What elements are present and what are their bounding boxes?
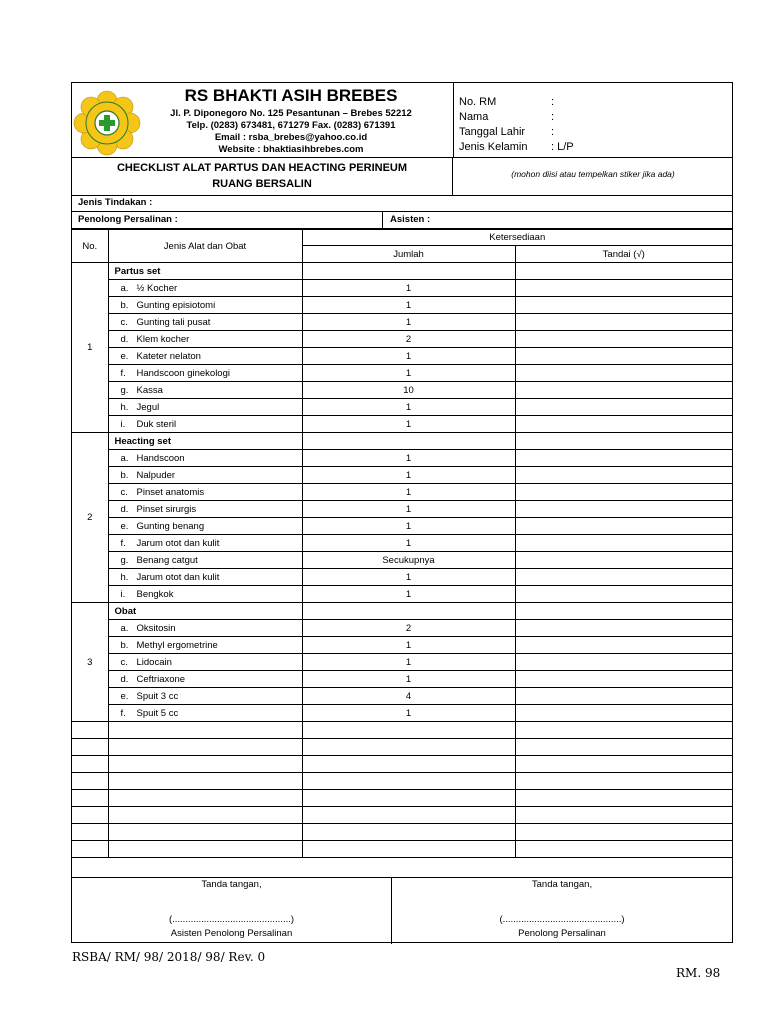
item-name: Methyl ergometrine <box>136 639 218 651</box>
table-row-group-title <box>72 263 732 280</box>
check-cell[interactable] <box>515 501 732 518</box>
qty-cell: 10 <box>302 382 515 399</box>
check-cell[interactable] <box>515 603 732 620</box>
item-letter: b. <box>120 299 129 311</box>
qty-cell: 1 <box>302 280 515 297</box>
item-name-cell <box>108 467 302 484</box>
item-name-cell <box>108 416 302 433</box>
item-letter: a. <box>120 282 129 294</box>
table-row <box>72 518 732 535</box>
item-name-cell <box>108 348 302 365</box>
blank-cell[interactable] <box>108 756 302 773</box>
item-name: Gunting benang <box>136 520 205 532</box>
blank-cell[interactable] <box>72 739 108 756</box>
item-name: Gunting episiotomi <box>136 299 216 311</box>
check-cell[interactable] <box>515 297 732 314</box>
item-name-cell <box>108 450 302 467</box>
check-cell[interactable] <box>515 416 732 433</box>
item-name: Ceftriaxone <box>136 673 186 685</box>
blank-cell[interactable] <box>515 807 732 824</box>
blank-cell[interactable] <box>302 824 515 841</box>
qty-cell: 1 <box>302 484 515 501</box>
qty-cell: 1 <box>302 501 515 518</box>
table-row <box>72 637 732 654</box>
check-cell[interactable] <box>515 331 732 348</box>
item-name-cell <box>108 671 302 688</box>
blank-cell[interactable] <box>108 807 302 824</box>
qty-cell: 4 <box>302 688 515 705</box>
blank-cell[interactable] <box>515 841 732 858</box>
patient-identity <box>459 95 574 155</box>
blank-cell[interactable] <box>108 773 302 790</box>
qty-cell: Secukupnya <box>302 552 515 569</box>
item-letter: c. <box>120 656 128 668</box>
item-letter: b. <box>120 469 129 481</box>
group-number: 3 <box>72 603 108 722</box>
patient-field-name: Nama : <box>459 111 555 123</box>
qty-cell: 1 <box>302 365 515 382</box>
check-cell[interactable] <box>515 365 732 382</box>
qty-cell <box>302 433 515 450</box>
item-letter: b. <box>120 639 129 651</box>
item-name: Spuit 5 cc <box>136 707 179 719</box>
blank-cell[interactable] <box>302 790 515 807</box>
qty-cell: 1 <box>302 297 515 314</box>
blank-row <box>72 773 732 790</box>
table-row <box>72 705 732 722</box>
col-name-header: Jenis Alat dan Obat <box>108 230 302 263</box>
item-letter: h. <box>120 571 129 583</box>
item-name-cell <box>108 280 302 297</box>
qty-cell: 1 <box>302 399 515 416</box>
table-row <box>72 416 732 433</box>
item-name-cell <box>108 569 302 586</box>
check-cell[interactable] <box>515 518 732 535</box>
blank-cell[interactable] <box>108 722 302 739</box>
table-row <box>72 297 732 314</box>
item-name: ½ Kocher <box>136 282 178 294</box>
table-row <box>72 688 732 705</box>
blank-cell[interactable] <box>302 756 515 773</box>
group-title: Obat <box>108 603 302 620</box>
blank-cell[interactable] <box>515 790 732 807</box>
blank-row <box>72 841 732 858</box>
table-row <box>72 501 732 518</box>
jenis-tindakan-label: Jenis Tindakan : <box>78 197 153 208</box>
item-name: Klem kocher <box>136 333 190 345</box>
col-check-header: Tandai (√) <box>515 246 732 263</box>
item-letter: i. <box>120 588 126 600</box>
item-letter: f. <box>120 707 126 719</box>
item-letter: f. <box>120 537 126 549</box>
qty-cell: 1 <box>302 705 515 722</box>
col-avail-header: Ketersediaan <box>302 230 732 246</box>
item-letter: g. <box>120 554 129 566</box>
table-row <box>72 331 732 348</box>
check-cell[interactable] <box>515 433 732 450</box>
item-name: Kassa <box>136 384 163 396</box>
check-cell[interactable] <box>515 348 732 365</box>
hospital-name: RS BHAKTI ASIH BREBES <box>184 86 398 105</box>
item-name-cell <box>108 297 302 314</box>
qty-cell: 1 <box>302 348 515 365</box>
table-row-group-title <box>72 603 732 620</box>
table-row <box>72 654 732 671</box>
qty-cell: 1 <box>302 586 515 603</box>
blank-cell[interactable] <box>72 722 108 739</box>
item-letter: h. <box>120 401 129 413</box>
document-code: RSBA/ RM/ 98/ 2018/ 98/ Rev. 0 <box>72 950 266 964</box>
check-cell[interactable] <box>515 382 732 399</box>
checklist-form <box>71 82 733 943</box>
check-cell[interactable] <box>515 280 732 297</box>
item-name: Lidocain <box>136 656 172 668</box>
check-cell[interactable] <box>515 535 732 552</box>
group-title: Heacting set <box>108 433 302 450</box>
item-name: Bengkok <box>136 588 174 600</box>
check-cell[interactable] <box>515 263 732 280</box>
item-letter: e. <box>120 520 129 532</box>
check-cell[interactable] <box>515 314 732 331</box>
item-name: Duk steril <box>136 418 177 430</box>
blank-row <box>72 824 732 841</box>
group-number: 1 <box>72 263 108 433</box>
blank-cell[interactable] <box>72 790 108 807</box>
item-name: Pinset sirurgis <box>136 503 197 515</box>
item-name: Spuit 3 cc <box>136 690 179 702</box>
item-name-cell <box>108 586 302 603</box>
blank-cell[interactable] <box>302 773 515 790</box>
item-name: Nalpuder <box>136 469 176 481</box>
item-name: Oksitosin <box>136 622 176 634</box>
table-row <box>72 450 732 467</box>
signature-helper[interactable]: Tanda tangan, (.............................................) Penolong Persalinan <box>499 879 625 939</box>
item-letter: d. <box>120 673 129 685</box>
item-name: Jarum otot dan kulit <box>136 537 220 549</box>
form-header <box>72 83 732 158</box>
check-cell[interactable] <box>515 450 732 467</box>
hospital-phone: Telp. (0283) 673481, 671279 Fax. (0283) 671391 <box>186 120 396 131</box>
item-name: Handscoon <box>136 452 185 464</box>
table-row-group-title <box>72 433 732 450</box>
blank-cell[interactable] <box>72 824 108 841</box>
jenis-tindakan-row[interactable] <box>72 195 732 212</box>
table-row <box>72 365 732 382</box>
item-name: Jegul <box>136 401 160 413</box>
qty-cell: 1 <box>302 637 515 654</box>
item-letter: i. <box>120 418 126 430</box>
blank-row <box>72 722 732 739</box>
table-row <box>72 569 732 586</box>
blank-cell[interactable] <box>515 722 732 739</box>
item-letter: g. <box>120 384 129 396</box>
patient-field-rm: No. RM : <box>459 96 555 108</box>
patient-field-dob: Tanggal Lahir : <box>459 126 555 138</box>
check-cell[interactable] <box>515 569 732 586</box>
blank-cell[interactable] <box>302 722 515 739</box>
item-name-cell <box>108 399 302 416</box>
blank-row <box>72 756 732 773</box>
patient-field-sex: Jenis Kelamin : L/P <box>459 141 574 153</box>
table-row <box>72 535 732 552</box>
table-row <box>72 399 732 416</box>
item-name: Jarum otot dan kulit <box>136 571 220 583</box>
blank-cell[interactable] <box>515 756 732 773</box>
blank-cell[interactable] <box>72 756 108 773</box>
item-letter: a. <box>120 622 129 634</box>
item-name: Pinset anatomis <box>136 486 205 498</box>
check-cell[interactable] <box>515 688 732 705</box>
qty-cell: 1 <box>302 416 515 433</box>
item-letter: d. <box>120 333 129 345</box>
item-name: Gunting tali pusat <box>136 316 211 328</box>
group-number: 2 <box>72 433 108 603</box>
item-name-cell <box>108 654 302 671</box>
blank-row <box>72 807 732 824</box>
col-qty-header: Jumlah <box>302 246 515 263</box>
item-letter: c. <box>120 316 128 328</box>
item-name-cell <box>108 518 302 535</box>
blank-cell[interactable] <box>72 807 108 824</box>
check-cell[interactable] <box>515 654 732 671</box>
asisten-label[interactable]: Asisten : <box>390 214 431 225</box>
check-cell[interactable] <box>515 586 732 603</box>
qty-cell: 2 <box>302 331 515 348</box>
blank-cell[interactable] <box>72 773 108 790</box>
check-cell[interactable] <box>515 671 732 688</box>
item-letter: e. <box>120 350 129 362</box>
qty-cell: 1 <box>302 671 515 688</box>
item-name: Kateter nelaton <box>136 350 201 362</box>
signature-section <box>72 877 732 944</box>
blank-cell[interactable] <box>302 807 515 824</box>
item-name-cell <box>108 535 302 552</box>
penolong-asisten-row <box>72 212 732 229</box>
item-name-cell <box>108 382 302 399</box>
table-row <box>72 314 732 331</box>
blank-cell[interactable] <box>302 841 515 858</box>
item-name-cell <box>108 688 302 705</box>
table-header-row <box>72 230 732 246</box>
check-cell[interactable] <box>515 705 732 722</box>
qty-cell: 1 <box>302 314 515 331</box>
item-name: Handscoon ginekologi <box>136 367 230 379</box>
check-cell[interactable] <box>515 620 732 637</box>
item-name-cell <box>108 705 302 722</box>
blank-cell[interactable] <box>515 773 732 790</box>
signature-assistant[interactable]: Tanda tangan, (.............................................) Asisten Penolong Persalinan <box>72 878 392 944</box>
item-name-cell <box>108 501 302 518</box>
check-cell[interactable] <box>515 637 732 654</box>
blank-row <box>72 790 732 807</box>
item-name-cell <box>108 484 302 501</box>
rm-number: RM. 98 <box>676 966 721 980</box>
blank-cell[interactable] <box>72 841 108 858</box>
hospital-contact <box>144 108 438 156</box>
blank-cell[interactable] <box>108 790 302 807</box>
hospital-address: Jl. P. Diponegoro No. 125 Pesantunan – Brebes 52212 <box>170 108 412 119</box>
item-name-cell <box>108 637 302 654</box>
row-divider <box>382 212 383 229</box>
blank-cell[interactable] <box>515 739 732 756</box>
qty-cell: 2 <box>302 620 515 637</box>
table-row <box>72 467 732 484</box>
penolong-label[interactable]: Penolong Persalinan : <box>78 214 178 225</box>
check-cell[interactable] <box>515 552 732 569</box>
item-name-cell <box>108 620 302 637</box>
item-letter: d. <box>120 503 129 515</box>
check-cell[interactable] <box>515 484 732 501</box>
checklist-table <box>72 229 732 858</box>
item-name-cell <box>108 552 302 569</box>
item-letter: f. <box>120 367 126 379</box>
qty-cell: 1 <box>302 654 515 671</box>
blank-cell[interactable] <box>108 739 302 756</box>
group-title: Partus set <box>108 263 302 280</box>
hospital-logo-icon <box>72 89 142 159</box>
form-title: CHECKLIST ALAT PARTUS DAN HEACTING PERINEUM RUANG BERSALIN <box>72 157 453 195</box>
blank-cell[interactable] <box>515 824 732 841</box>
col-no-header: No. <box>72 230 108 263</box>
check-cell[interactable] <box>515 399 732 416</box>
qty-cell <box>302 603 515 620</box>
hospital-email: Email : rsba_brebes@yahoo.co.id <box>214 132 368 143</box>
table-row <box>72 382 732 399</box>
item-name-cell <box>108 314 302 331</box>
hospital-header <box>72 83 454 157</box>
qty-cell <box>302 263 515 280</box>
hospital-website: Website : bhaktiasihbrebes.com <box>218 144 364 155</box>
item-letter: a. <box>120 452 129 464</box>
blank-cell[interactable] <box>302 739 515 756</box>
item-name-cell <box>108 365 302 382</box>
table-row <box>72 484 732 501</box>
qty-cell: 1 <box>302 569 515 586</box>
qty-cell: 1 <box>302 450 515 467</box>
table-row <box>72 620 732 637</box>
table-row <box>72 671 732 688</box>
qty-cell: 1 <box>302 467 515 484</box>
form-subheader <box>72 157 732 196</box>
item-name-cell <box>108 331 302 348</box>
table-row <box>72 348 732 365</box>
blank-cell[interactable] <box>108 841 302 858</box>
qty-cell: 1 <box>302 518 515 535</box>
sticker-note: (mohon diisi atau tempelkan stiker jika ada) <box>511 169 675 179</box>
blank-cell[interactable] <box>108 824 302 841</box>
table-row <box>72 280 732 297</box>
table-row <box>72 586 732 603</box>
item-letter: e. <box>120 690 129 702</box>
item-letter: c. <box>120 486 128 498</box>
qty-cell: 1 <box>302 535 515 552</box>
blank-row <box>72 739 732 756</box>
check-cell[interactable] <box>515 467 732 484</box>
table-row <box>72 552 732 569</box>
item-name: Benang catgut <box>136 554 198 566</box>
